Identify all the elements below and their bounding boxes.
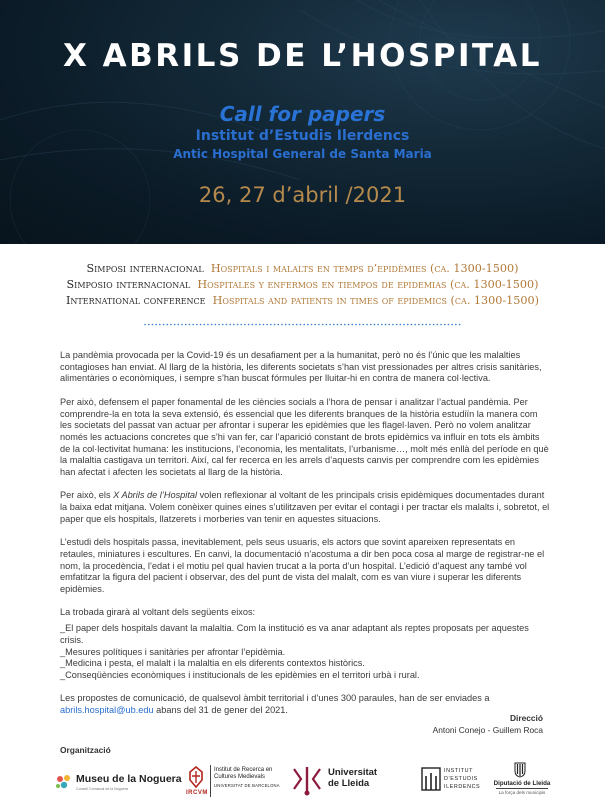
list-item: _Medicina i pesta, el malalt i la malaltia en els diferents contextos històrics. [60,658,365,669]
text-segment: volen reflexionar al voltant de les principals crisis epidèmiques documentades durant la baixa edat mitjana. Volem conèixer quines eines s’utilitzaven per evitar el contagi i per tractar els malalts i, sobretot, el paper que els hospitals, llatzerets i morberies van tenir en aquestes situacions. [60,490,550,524]
list-item: _Mesures polítiques i sanitàries per afrontar l’epidèmia. [60,646,286,657]
udl-crest-icon [292,765,322,797]
event-title: X ABRILS DE L’HOSPITAL [62,38,543,74]
text-segment: Per això, els [60,490,114,501]
symposium-row [0,293,605,309]
museu-noguera-name: Museu de la Noguera [76,773,182,785]
text-segment: Les propostes de comunicació, de qualsevol àmbit territorial i d’unes 300 paraules, han de ser enviades a [60,693,490,704]
symposium-row [0,261,605,277]
udl-line1: Universitat [328,767,378,778]
axes-list [60,623,550,682]
diputacio-shield-icon [514,762,526,778]
organization-label: Organització [60,745,111,755]
call-body [60,350,550,728]
venue-name: Antic Hospital General de Santa Maria [173,147,432,161]
diputacio-rule [496,788,548,789]
ircvm-line1: Institut de Recerca en [214,767,273,773]
paragraph-objectives [60,490,550,525]
paragraph-patients: L’estudi dels hospitals passa, inevitablement, pels seus usuaris, els actors que sovint apareixen representats en retaules, miniatures i escultures. En canvi, la documentació n’acostuma a dir ben poca cosa al marge de registrar-ne el nom, la procedència, l’edat i el motiu pel qual havien trucat a la porta d’un hospital. L’edició d’aquest any també vol emfatitzar la figura del pacient i observar, des del punt de vista del malalt, com es van viure i superar les diferents epidèmies. [60,537,545,595]
museu-noguera-logo [54,762,182,802]
list-item: _Conseqüències econòmiques i institucionals de les epidèmies en el territori urbà i rural. [60,669,420,680]
diputacio-logo [490,762,554,802]
udl-line2: de Lleida [328,778,370,789]
symposium-label: Simposio internacional [66,278,191,291]
paragraph-intro: La pandèmia provocada per la Covid-19 és un desafiament per a la humanitat, però no és l’únic que les malalties contagioses han enviat. Al llarg de la història, les diferents societats s’han vist pressionades per altres crisis sanitàries, alimentàries o econòmiques, i sempre s’han buscat fórmules per lluitar-hi en contra de manera col·lectiva. [60,350,542,384]
symposium-label: International conference [65,294,206,307]
symposium-row [0,277,605,293]
organizer-logos [0,762,605,807]
signature-names: Antoni Conejo - Guillem Roca [432,725,543,735]
ircvm-acronym: IRCVM [186,790,208,796]
email-link[interactable]: abrils.hospital@ub.edu [60,705,154,716]
list-item: _El paper dels hospitals davant la malaltia. Com la institució es va anar adaptant als reptes proposats per aquestes crisis. [60,623,529,645]
symposium-title: Hospitals i malalts en temps d’epidèmies (ca. 1300-1500) [210,262,519,275]
symposium-label: Simposi internacional [86,262,204,275]
paragraph-social-sciences: Per això, defensem el paper fonamental de les ciències socials a l’hora de pensar i analitzar l’actual pandèmia. Per comprendre-la en tota la seva extensió, és essencial que les diferents branques de la història estudiïn la manera com les societats del passat van actuar per afrontar i superar les epidèmies que les flagel·laven. Però no volem analitzar només les actuacions concretes que s’hi van fer, car l’aparició constant de brots epidèmics va influir en tots els àmbits de la col·lectivitat humana: les institucions, l’economia, les mentalitats, l’urbanisme…, molt més enllà del període en què la malaltia castigava un territori. Així, cal fer recerca en les arrels d’aquests canvis per comprendre com les epidèmies han afectat i afecten les societats al llarg de la història. [60,396,549,478]
paragraph-axes-intro: La trobada girarà al voltant dels següents eixos: [60,607,256,618]
museu-noguera-sub: Consell Comarcal de la Noguera [76,787,128,791]
iei-building-icon [421,766,441,792]
institute-name: Institut d’Estudis Ilerdencs [195,128,410,144]
museu-noguera-mark-icon [54,772,74,792]
ircvm-line2: Cultures Medievals [214,774,266,780]
text-segment: abans del 31 de gener del 2021. [153,705,288,716]
signature-role: Direcció [509,713,543,723]
ircvm-line3: UNIVERSITAT DE BARCELONA [214,783,280,788]
ircvm-divider [210,765,211,797]
iei-line1: INSTITUT [444,768,474,774]
symposium-titles [0,261,605,309]
iei-line2: D’ESTUDIS [444,776,478,782]
event-dates: 26, 27 d’abril /2021 [198,183,407,207]
ircvm-emblem-icon [188,766,204,788]
signature-block [433,712,543,736]
symposium-title: Hospitals and patients in times of epidemics (ca. 1300-1500) [212,294,540,307]
iei-logo [421,762,481,802]
udl-logo [292,762,384,802]
diputacio-tagline: La força dels municipis [498,790,546,795]
event-name-italic: X Abrils de l’Hospital [113,490,198,501]
symposium-title: Hospitales y enfermos en tiempos de epidemias (ca. 1300-1500) [197,278,539,291]
dotted-divider [144,323,462,326]
diputacio-name: Diputació de Lleida [493,780,551,787]
call-for-papers-heading: Call for papers [219,102,386,126]
header-banner [0,0,605,244]
ircvm-logo [186,762,286,802]
iei-line3: ILERDENCS [444,784,481,790]
